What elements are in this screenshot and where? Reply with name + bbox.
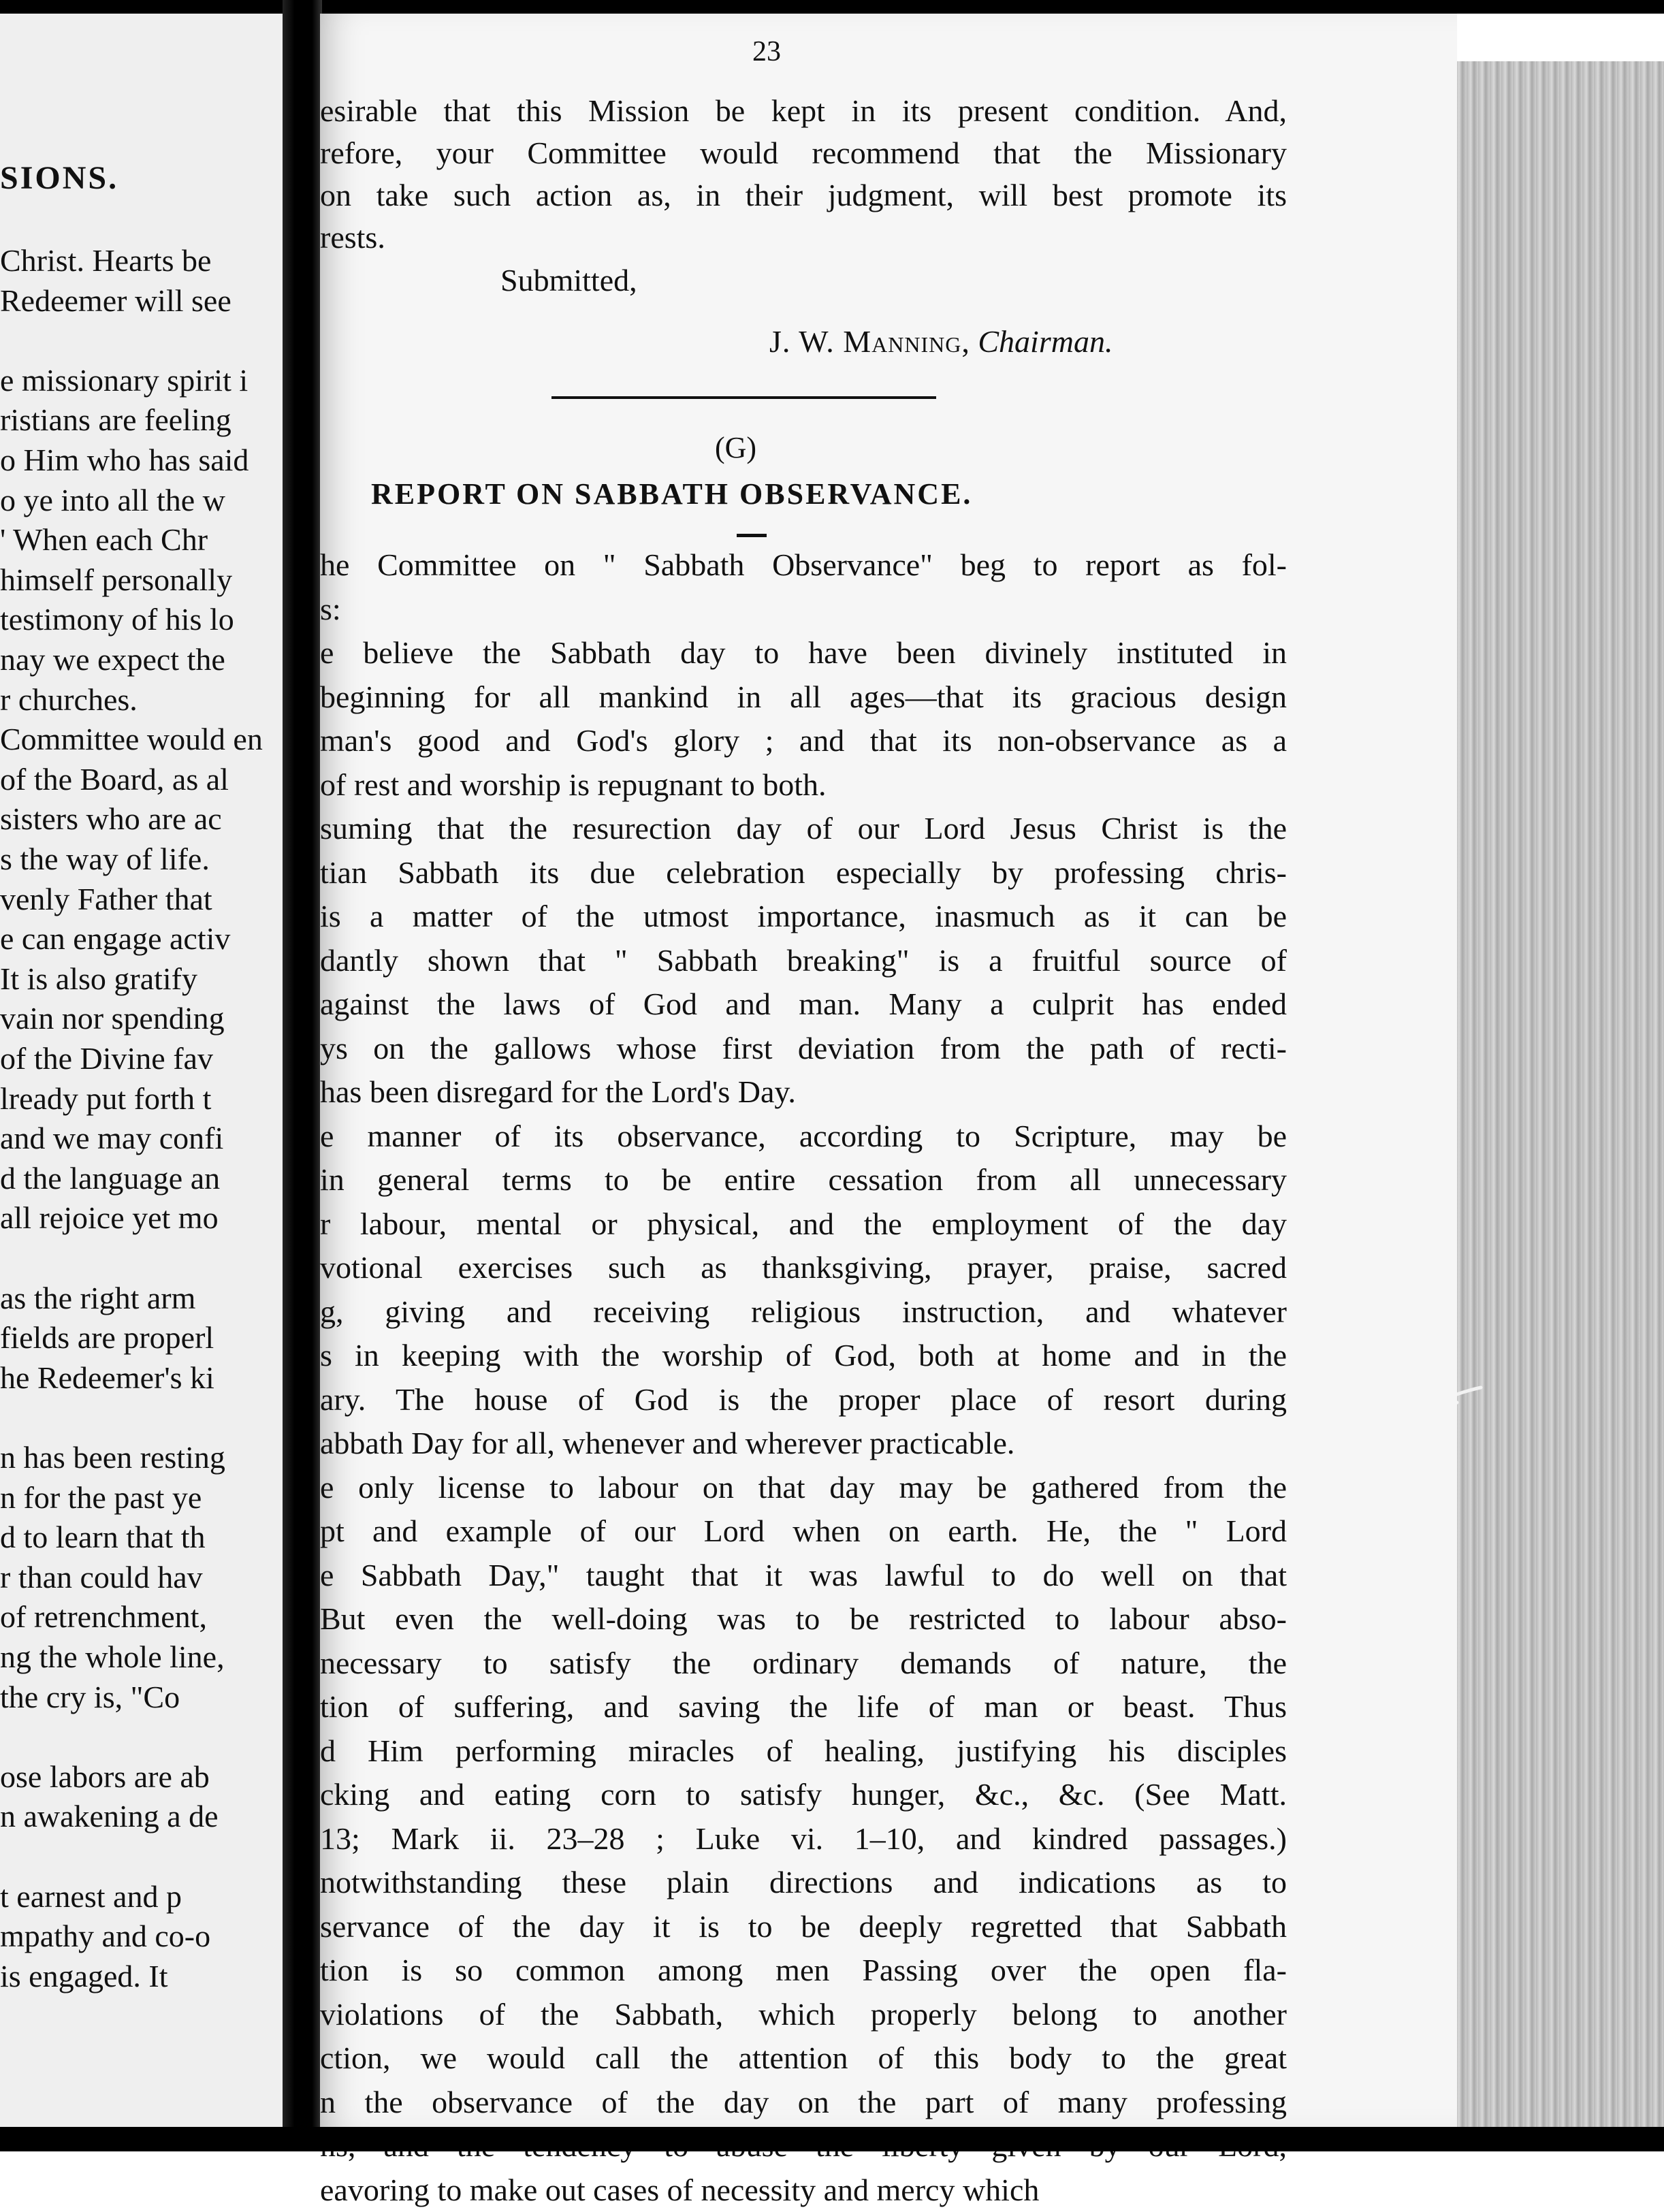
text-line: in general terms to be entire cessation from all unnecessary bbox=[320, 1158, 1287, 1202]
previous-page-line: ose labors are ab bbox=[0, 1761, 210, 1793]
previous-page-line: he Redeemer's ki bbox=[0, 1362, 214, 1394]
text-line: dantly shown that " Sabbath breaking" is a fruitful source of bbox=[320, 939, 1287, 983]
text-line: beginning for all mankind in all ages—that its gracious design bbox=[320, 675, 1287, 720]
previous-page-line: nay we expect the bbox=[0, 644, 225, 675]
text-line: But even the well-doing was to be restricted to labour abso- bbox=[320, 1597, 1287, 1641]
text-line: abbath Day for all, whenever and wherever practicable. bbox=[320, 1422, 1287, 1466]
report-body bbox=[320, 543, 1287, 2212]
previous-page-line: o Him who has said bbox=[0, 445, 249, 476]
text-line: on take such action as, in their judgment, will best promote its bbox=[320, 174, 1287, 217]
book-spine bbox=[283, 0, 322, 2151]
intro-paragraph bbox=[320, 90, 1287, 259]
text-line: against the laws of God and man. Many a culprit has ended bbox=[320, 982, 1287, 1027]
previous-page-line: r churches. bbox=[0, 684, 138, 716]
text-line: ction, we would call the attention of this body to the great bbox=[320, 2036, 1287, 2081]
text-line: e only license to labour on that day may be gathered from the bbox=[320, 1466, 1287, 1510]
text-line: esirable that this Mission be kept in its present condition. And, bbox=[320, 90, 1287, 132]
previous-page-heading: SIONS. bbox=[0, 159, 118, 197]
previous-page-line: ng the whole line, bbox=[0, 1641, 225, 1673]
text-line: r labour, mental or physical, and the employment of the day bbox=[320, 1202, 1287, 1247]
text-line: servance of the day it is to be deeply regretted that Sabbath bbox=[320, 1905, 1287, 1949]
text-line: pt and example of our Lord when on earth. He, the " Lord bbox=[320, 1509, 1287, 1554]
previous-page-line: as the right arm bbox=[0, 1283, 195, 1314]
previous-page-line: It is also gratify bbox=[0, 963, 197, 995]
text-line: necessary to satisfy the ordinary demands of nature, the bbox=[320, 1641, 1287, 1686]
previous-page-line: of retrenchment, bbox=[0, 1601, 207, 1633]
previous-page-line: of the Board, as al bbox=[0, 764, 229, 795]
text-line: man's good and God's glory ; and that its non-observance as a bbox=[320, 719, 1287, 763]
signature bbox=[769, 323, 1113, 359]
text-line: cking and eating corn to satisfy hunger, &c., &c. (See Matt. bbox=[320, 1773, 1287, 1817]
previous-page-line: is engaged. It bbox=[0, 1961, 168, 1992]
page-number: 23 bbox=[752, 35, 781, 68]
previous-page-line: venly Father that bbox=[0, 884, 212, 915]
previous-page-line: lready put forth t bbox=[0, 1083, 211, 1115]
previous-page-line: Christ. Hearts be bbox=[0, 245, 211, 276]
previous-page-line: mpathy and co-o bbox=[0, 1921, 210, 1952]
previous-page-line: t earnest and p bbox=[0, 1881, 182, 1912]
text-line: violations of the Sabbath, which properly belong to another bbox=[320, 1993, 1287, 2037]
text-line: notwithstanding these plain directions and indications as to bbox=[320, 1861, 1287, 1905]
previous-page-line: d to learn that th bbox=[0, 1522, 205, 1553]
text-line: n the observance of the day on the part of many professing bbox=[320, 2081, 1287, 2125]
previous-page-line: n for the past ye bbox=[0, 1482, 202, 1513]
previous-page-line: n awakening a de bbox=[0, 1801, 219, 1832]
previous-page-line: s the way of life. bbox=[0, 844, 210, 875]
text-line: 13; Mark ii. 23–28 ; Luke vi. 1–10, and kindred passages.) bbox=[320, 1817, 1287, 1861]
previous-page-line: o ye into all the w bbox=[0, 485, 225, 516]
text-line: tion of suffering, and saving the life of man or beast. Thus bbox=[320, 1685, 1287, 1729]
text-line: rests. bbox=[320, 217, 1287, 259]
text-line: suming that the resurection day of our Lord Jesus Christ is the bbox=[320, 807, 1287, 851]
previous-page-line: of the Divine fav bbox=[0, 1043, 213, 1074]
text-line: eavoring to make out cases of necessity and mercy which bbox=[320, 2168, 1287, 2212]
previous-page-line: Committee would en bbox=[0, 724, 263, 755]
previous-page-line: the cry is, "Co bbox=[0, 1682, 180, 1713]
text-line: s: bbox=[320, 588, 1287, 632]
previous-page-line: ' When each Chr bbox=[0, 524, 208, 556]
current-page bbox=[320, 14, 1457, 2127]
previous-page-line: and we may confi bbox=[0, 1123, 223, 1154]
previous-page-line: d the language an bbox=[0, 1163, 220, 1194]
previous-page-line: e can engage activ bbox=[0, 923, 230, 955]
previous-page-line: all rejoice yet mo bbox=[0, 1202, 219, 1234]
scan-border-bottom bbox=[0, 2127, 1664, 2151]
text-line: d Him performing miracles of healing, justifying his disciples bbox=[320, 1729, 1287, 1774]
page-edges bbox=[1443, 61, 1664, 2131]
text-line: has been disregard for the Lord's Day. bbox=[320, 1070, 1287, 1115]
text-line: g, giving and receiving religious instruction, and whatever bbox=[320, 1290, 1287, 1334]
previous-page bbox=[0, 14, 293, 2127]
text-line: e Sabbath Day," taught that it was lawful to do well on that bbox=[320, 1554, 1287, 1598]
text-line: votional exercises such as thanksgiving, prayer, praise, sacred bbox=[320, 1246, 1287, 1290]
title-dash bbox=[737, 534, 767, 537]
text-line: refore, your Committee would recommend that the Missionary bbox=[320, 132, 1287, 174]
text-line: s in keeping with the worship of God, both at home and in the bbox=[320, 1334, 1287, 1378]
signature-role: Chairman. bbox=[978, 324, 1113, 359]
previous-page-line: e missionary spirit i bbox=[0, 365, 248, 396]
report-title: REPORT ON SABBATH OBSERVANCE. bbox=[371, 477, 972, 511]
previous-page-line: himself personally bbox=[0, 564, 232, 596]
text-line: tion is so common among men Passing over the open fla- bbox=[320, 1949, 1287, 1993]
previous-page-line: fields are properl bbox=[0, 1322, 214, 1353]
text-line: ary. The house of God is the proper place of resort during bbox=[320, 1378, 1287, 1422]
text-line: is a matter of the utmost importance, inasmuch as it can be bbox=[320, 895, 1287, 939]
text-line: ys on the gallows whose first deviation from the path of recti- bbox=[320, 1027, 1287, 1071]
divider-rule bbox=[551, 396, 936, 399]
previous-page-line: testimony of his lo bbox=[0, 604, 234, 635]
previous-page-line: sisters who are ac bbox=[0, 803, 222, 835]
signature-name: J. W. Manning, bbox=[769, 324, 970, 359]
text-line: e manner of its observance, according to Scripture, may be bbox=[320, 1115, 1287, 1159]
previous-page-line: ristians are feeling bbox=[0, 404, 231, 436]
text-line: he Committee on " Sabbath Observance" beg to report as fol- bbox=[320, 543, 1287, 588]
scan-border-top bbox=[0, 0, 1664, 14]
previous-page-line: n has been resting bbox=[0, 1442, 225, 1473]
previous-page-line: r than could hav bbox=[0, 1562, 203, 1593]
submitted-label: Submitted, bbox=[500, 262, 637, 298]
previous-page-line: vain nor spending bbox=[0, 1003, 225, 1034]
text-line: of rest and worship is repugnant to both. bbox=[320, 763, 1287, 807]
previous-page-line: Redeemer will see bbox=[0, 285, 231, 317]
text-line: e believe the Sabbath day to have been divinely instituted in bbox=[320, 631, 1287, 675]
section-letter: (G) bbox=[715, 430, 756, 465]
text-line: tian Sabbath its due celebration especially by professing chris- bbox=[320, 851, 1287, 895]
